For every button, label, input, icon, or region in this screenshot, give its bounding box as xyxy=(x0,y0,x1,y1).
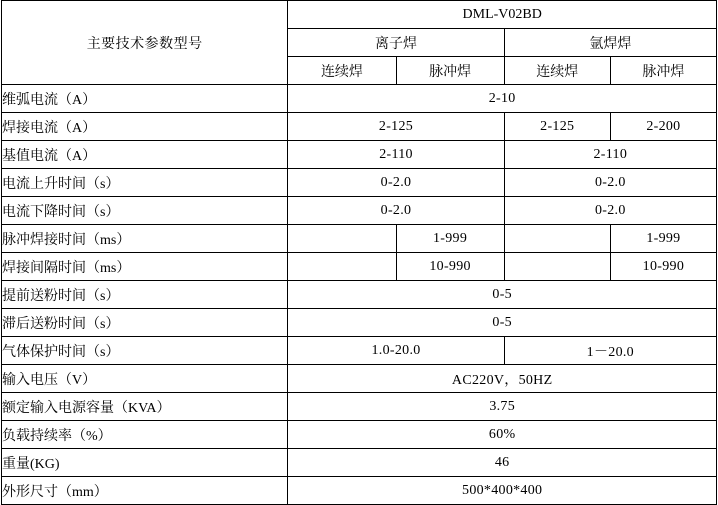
table-row xyxy=(2,309,717,337)
row-cell-value: 60% xyxy=(288,421,717,449)
table-row xyxy=(2,337,717,365)
header-group-argon: 氩焊焊 xyxy=(504,29,716,57)
row-cell-value: 2-125 xyxy=(288,113,504,141)
table-row xyxy=(2,253,717,281)
table-row xyxy=(2,225,717,253)
row-cell-value: 2-200 xyxy=(610,113,716,141)
row-label: 气体保护时间（s） xyxy=(2,337,288,365)
row-label: 维弧电流（A） xyxy=(2,85,288,113)
row-label: 焊接间隔时间（ms） xyxy=(2,253,288,281)
table-row xyxy=(2,197,717,225)
row-cell-value: 2-10 xyxy=(288,85,717,113)
header-subcol-1: 连续焊 xyxy=(288,57,396,85)
row-label: 滞后送粉时间（s） xyxy=(2,309,288,337)
row-cell-value: 2-110 xyxy=(288,141,504,169)
row-cell-empty xyxy=(288,225,396,253)
header-row-model xyxy=(2,1,717,29)
row-cell-empty xyxy=(288,253,396,281)
row-cell-value: 10-990 xyxy=(396,253,504,281)
table-row xyxy=(2,365,717,393)
row-cell-value: 0-5 xyxy=(288,281,717,309)
row-label: 外形尺寸（mm） xyxy=(2,477,288,505)
row-cell-value: AC220V，50HZ xyxy=(288,365,717,393)
table-row xyxy=(2,281,717,309)
header-subcol-4: 脉冲焊 xyxy=(610,57,716,85)
header-group-plasma: 离子焊 xyxy=(288,29,504,57)
row-cell-value: 3.75 xyxy=(288,393,717,421)
row-cell-value: 0-2.0 xyxy=(288,197,504,225)
row-cell-value: 0-2.0 xyxy=(504,197,716,225)
header-row-label: 主要技术参数型号 xyxy=(2,1,288,85)
header-model: DML-V02BD xyxy=(288,1,717,29)
row-cell-value: 0-5 xyxy=(288,309,717,337)
table-body xyxy=(2,1,717,505)
technical-parameters-table xyxy=(1,0,717,505)
row-cell-value: 500*400*400 xyxy=(288,477,717,505)
row-cell-value: 0-2.0 xyxy=(504,169,716,197)
header-subcol-3: 连续焊 xyxy=(504,57,610,85)
header-subcol-2: 脉冲焊 xyxy=(396,57,504,85)
table-row xyxy=(2,449,717,477)
row-label: 额定输入电源容量（KVA） xyxy=(2,393,288,421)
row-label: 焊接电流（A） xyxy=(2,113,288,141)
table-row xyxy=(2,421,717,449)
row-cell-value: 0-2.0 xyxy=(288,169,504,197)
row-cell-value: 2-110 xyxy=(504,141,716,169)
table-row xyxy=(2,393,717,421)
row-cell-value: 1.0-20.0 xyxy=(288,337,504,365)
row-label: 电流下降时间（s） xyxy=(2,197,288,225)
row-cell-empty xyxy=(504,225,610,253)
row-label: 电流上升时间（s） xyxy=(2,169,288,197)
row-label: 脉冲焊接时间（ms） xyxy=(2,225,288,253)
row-cell-empty xyxy=(504,253,610,281)
row-cell-value: 1-999 xyxy=(396,225,504,253)
table-row xyxy=(2,113,717,141)
row-cell-value: 1-999 xyxy=(610,225,716,253)
row-label: 输入电压（V） xyxy=(2,365,288,393)
row-cell-value: 1－20.0 xyxy=(504,337,716,365)
table-row xyxy=(2,141,717,169)
row-label: 重量(KG) xyxy=(2,449,288,477)
table-row xyxy=(2,169,717,197)
table-row xyxy=(2,85,717,113)
row-cell-value: 46 xyxy=(288,449,717,477)
row-label: 负载持续率（%） xyxy=(2,421,288,449)
row-cell-value: 2-125 xyxy=(504,113,610,141)
row-cell-value: 10-990 xyxy=(610,253,716,281)
row-label: 基值电流（A） xyxy=(2,141,288,169)
table-row xyxy=(2,477,717,505)
row-label: 提前送粉时间（s） xyxy=(2,281,288,309)
